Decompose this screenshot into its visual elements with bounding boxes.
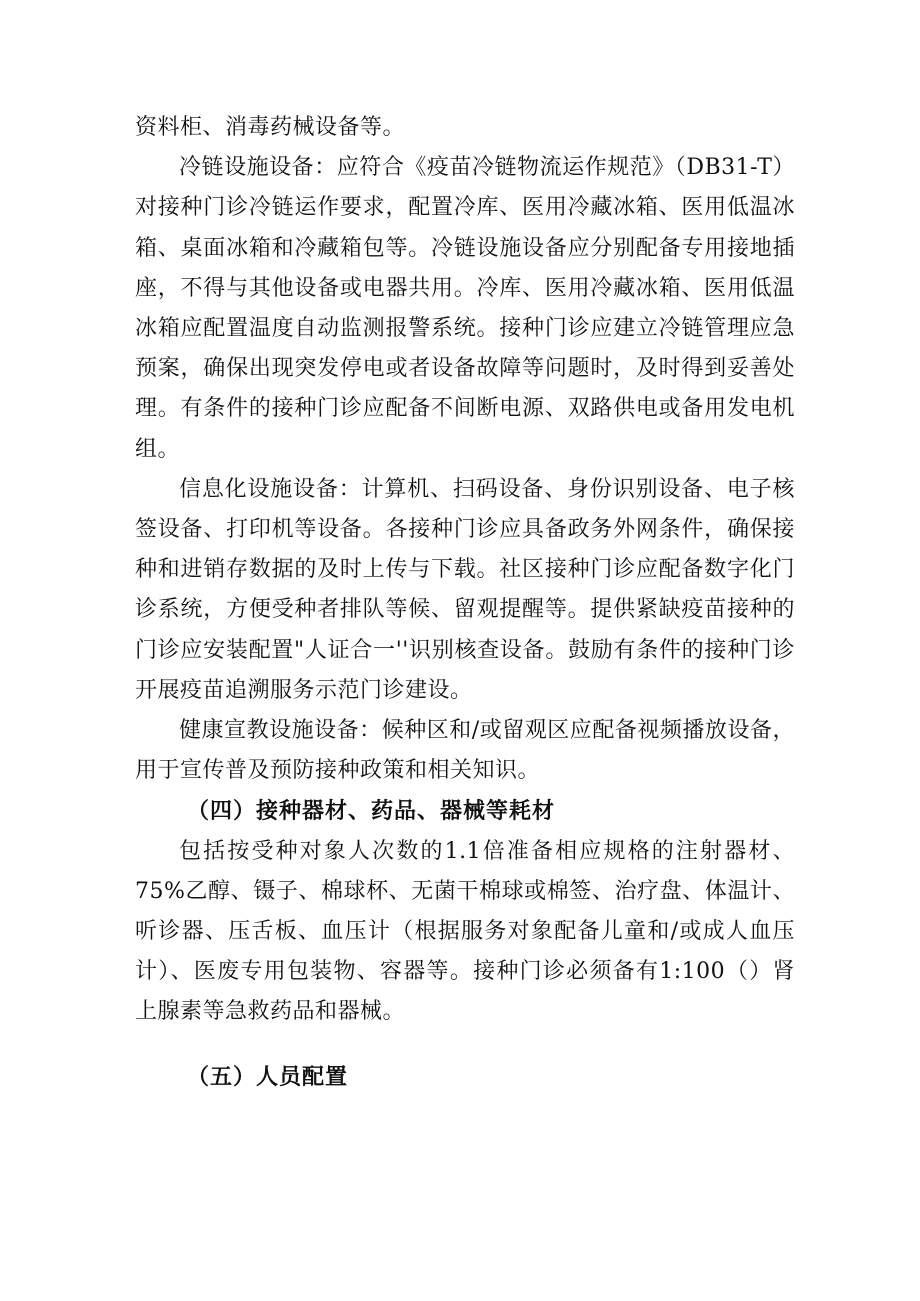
paragraph-consumables: 包括按受种对象人次数的1.1倍准备相应规格的注射器材、75%乙醇、镊子、棉球杯、无菌干棉球或棉签、治疗盘、体温计、听诊器、压舌板、血压计（根据服务对象配备儿童和/或成人血压计）、医废专用包装物、容器等。接种门诊必须备有1:100（）肾上腺素等急救药品和器械。 xyxy=(135,838,795,1025)
paragraph-cabinet-equipment: 资料柜、消毒药械设备等。 xyxy=(135,115,406,140)
paragraph-information-equipment: 信息化设施设备：计算机、扫码设备、身份识别设备、电子核签设备、打印机等设备。各接种门诊应具备政务外网条件，确保接种和进销存数据的及时上传与下载。社区接种门诊应配备数字化门诊系统，方便受种者排队等候、留观提醒等。提供紧缺疫苗接种的门诊应安装配置"人证合一''识别核查设备。鼓励有条件的接种门诊开展疫苗追溯服务示范门诊建设。 xyxy=(135,476,795,703)
document-body xyxy=(135,108,795,1097)
section-heading-consumables: （四）接种器材、药品、器械等耗材 xyxy=(187,798,556,825)
section-heading-staffing: （五）人员配置 xyxy=(187,1063,349,1090)
paragraph-cold-chain-equipment: 冷链设施设备：应符合《疫苗冷链物流运作规范》（DB31-T）对接种门诊冷链运作要求，配置冷库、医用冷藏冰箱、医用低温冰箱、桌面冰箱和冷藏箱包等。冷链设施设备应分别配备专用接地插座，不得与其他设备或电器共用。冷库、医用冷藏冰箱、医用低温冰箱应配置温度自动监测报警系统。接种门诊应建立冷链管理应急预案，确保出现突发停电或者设备故障等问题时，及时得到妥善处理。有条件的接种门诊应配备不间断电源、双路供电或备用发电机组。 xyxy=(135,155,795,462)
paragraph-health-education-equipment: 健康宣教设施设备：候种区和/或留观区应配备视频播放设备，用于宣传普及预防接种政策和相关知识。 xyxy=(135,718,795,784)
